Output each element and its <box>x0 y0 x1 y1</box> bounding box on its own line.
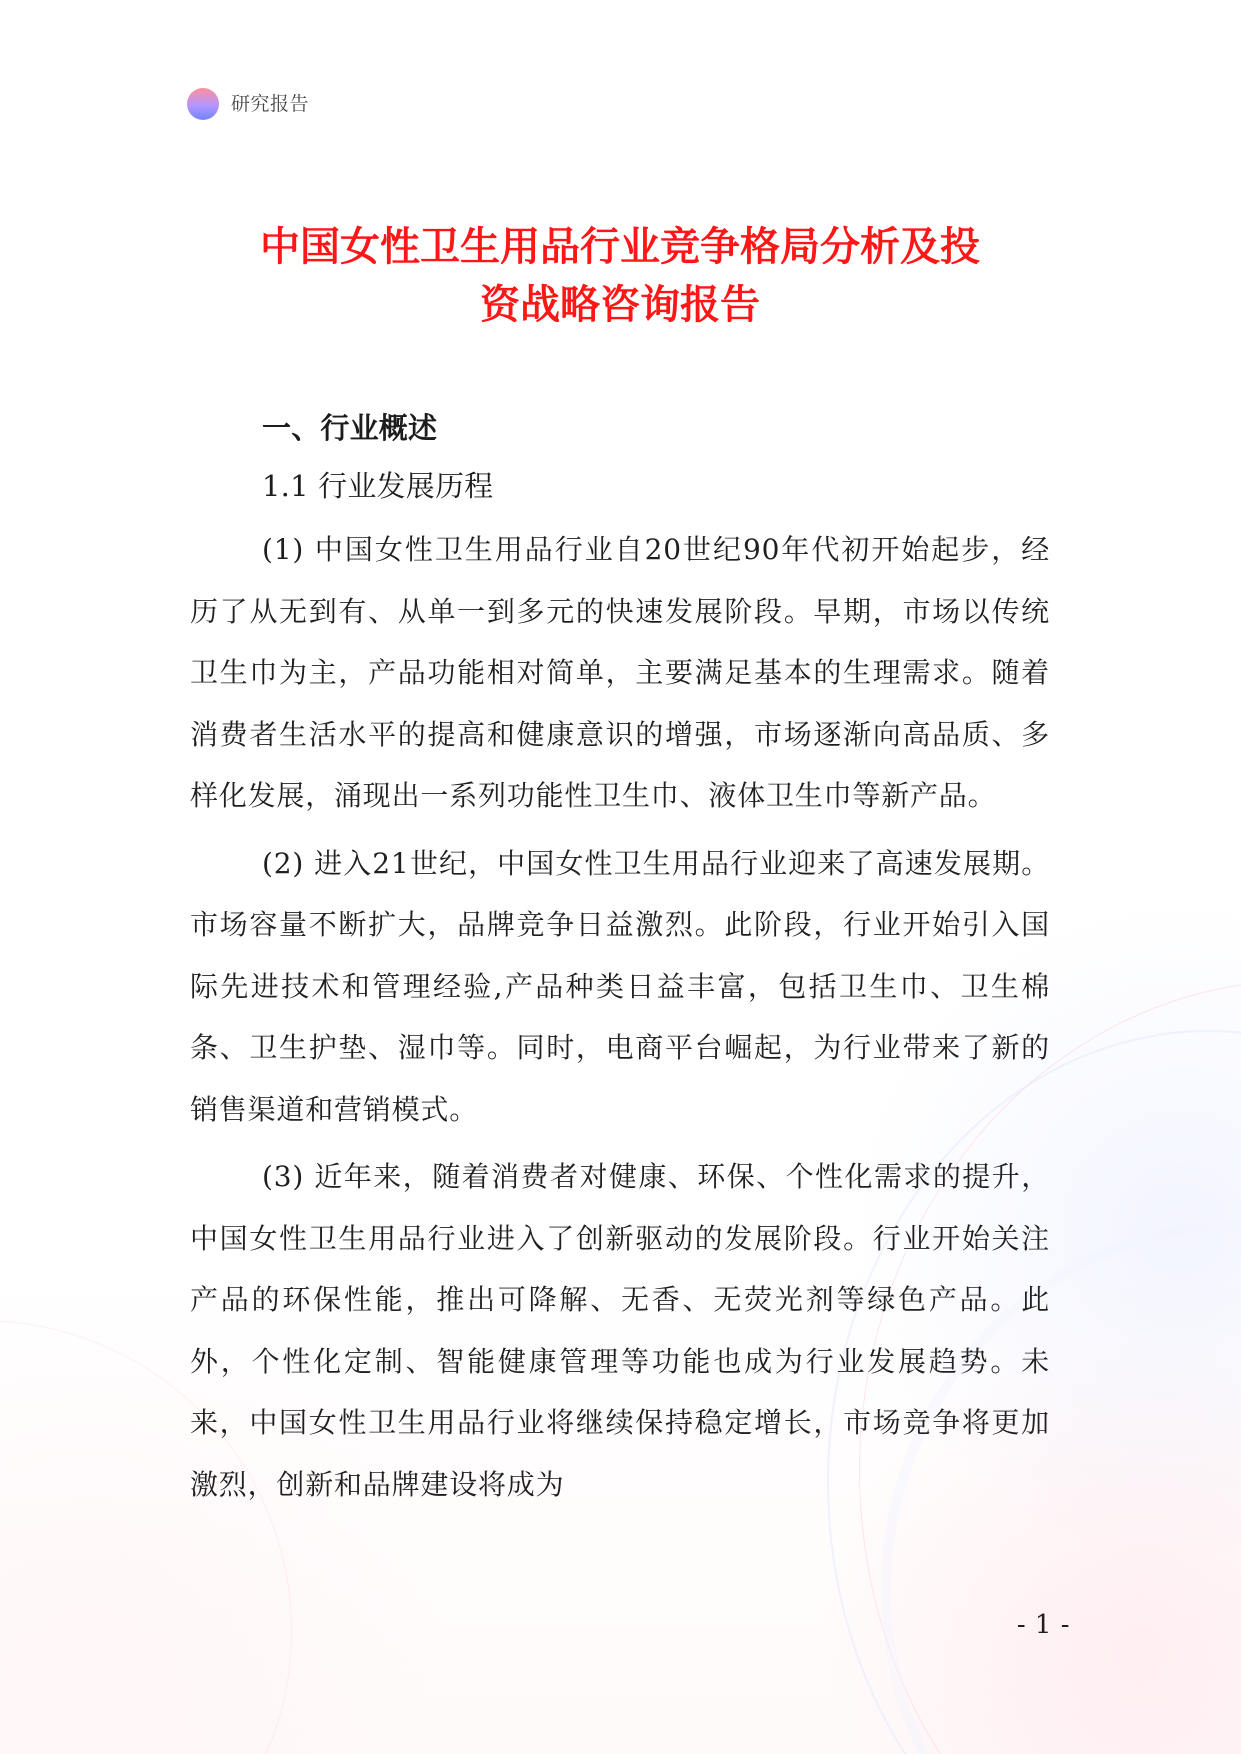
page-number: - 1 - <box>1016 1610 1070 1640</box>
section-heading: 一、行业概述 <box>262 411 438 445</box>
document-title <box>170 218 1070 334</box>
document-content <box>190 405 1050 1521</box>
subsection-heading: 1.1 行业发展历程 <box>262 469 494 503</box>
document-title-line-1: 中国女性卫生用品行业竞争格局分析及投 <box>260 224 980 270</box>
body-paragraph-3: (3) 近年来，随着消费者对健康、环保、个性化需求的提升，中国女性卫生用品行业进入了创新驱动的发展阶段。行业开始关注产品的环保性能，推出可降解、无香、无荧光剂等绿色产品。此外，个性化定制、智能健康管理等功能也成为行业发展趋势。未来，中国女性卫生用品行业将继续保持稳定增长，市场竞争将更加激烈，创新和品牌建设将成为 <box>190 1160 1050 1501</box>
body-paragraph-2: (2) 进入21世纪，中国女性卫生用品行业迎来了高速发展期。市场容量不断扩大，品牌竞争日益激烈。此阶段，行业开始引入国际先进技术和管理经验,产品种类日益丰富，包括卫生巾、卫生棉条、卫生护垫、湿巾等。同时，电商平台崛起，为行业带来了新的销售渠道和营销模式。 <box>190 846 1050 1126</box>
body-paragraph-1: (1) 中国女性卫生用品行业自20世纪90年代初开始起步，经历了从无到有、从单一到多元的快速发展阶段。早期，市场以传统卫生巾为主，产品功能相对简单，主要满足基本的生理需求。随着消费者生活水平的提高和健康意识的增强，市场逐渐向高品质、多样化发展，涌现出一系列功能性卫生巾、液体卫生巾等新产品。 <box>190 533 1050 812</box>
brand-text: 研究报告 <box>231 93 310 115</box>
document-title-line-2: 资战略咨询报告 <box>480 282 760 328</box>
brand-logo-icon <box>187 88 219 120</box>
report-brand <box>187 88 309 120</box>
